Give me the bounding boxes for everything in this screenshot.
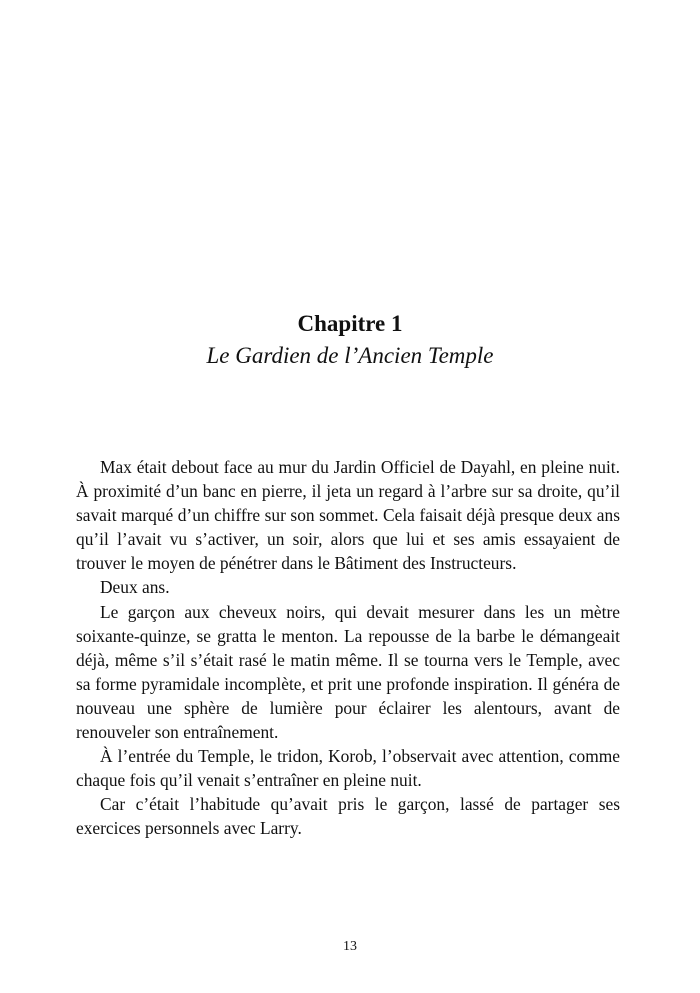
page-number: 13 (343, 939, 357, 954)
paragraph: À l’entrée du Temple, le tridon, Korob, l’observait avec attention, comme chaque fois qu’il venait s’entraîner en pleine nuit. (76, 746, 620, 791)
chapter-title: Le Gardien de l’Ancien Temple (206, 343, 494, 368)
paragraph: Car c’était l’habitude qu’avait pris le garçon, lassé de partager ses exercices personnels avec Larry. (76, 794, 620, 839)
chapter-number: Chapitre 1 (297, 311, 403, 336)
chapter-body (76, 455, 620, 841)
paragraph: Deux ans. (100, 577, 170, 598)
paragraph: Le garçon aux cheveux noirs, qui devait mesurer dans les un mètre soixante-quinze, se gratta le menton. La repousse de la barbe le démangeait déjà, même s’il s’était rasé le matin même. Il se tourna vers le Temple, avec sa forme pyramidale incomplète, et prit une profonde inspiration. Il généra de nouveau une sphère de lumière pour éclairer les alentours, avant de renouveler son entraînement. (76, 601, 620, 743)
paragraph: Max était debout face au mur du Jardin Officiel de Dayahl, en pleine nuit. À proximité d’un banc en pierre, il jeta un regard à l’arbre sur sa droite, qu’il savait marqué d’un chiffre sur son sommet. Cela faisait déjà presque deux ans qu’il l’avait vu s’activer, un soir, alors que lui et ses amis essayaient de trouver le moyen de pénétrer dans le Bâtiment des Instructeurs. (76, 457, 620, 574)
